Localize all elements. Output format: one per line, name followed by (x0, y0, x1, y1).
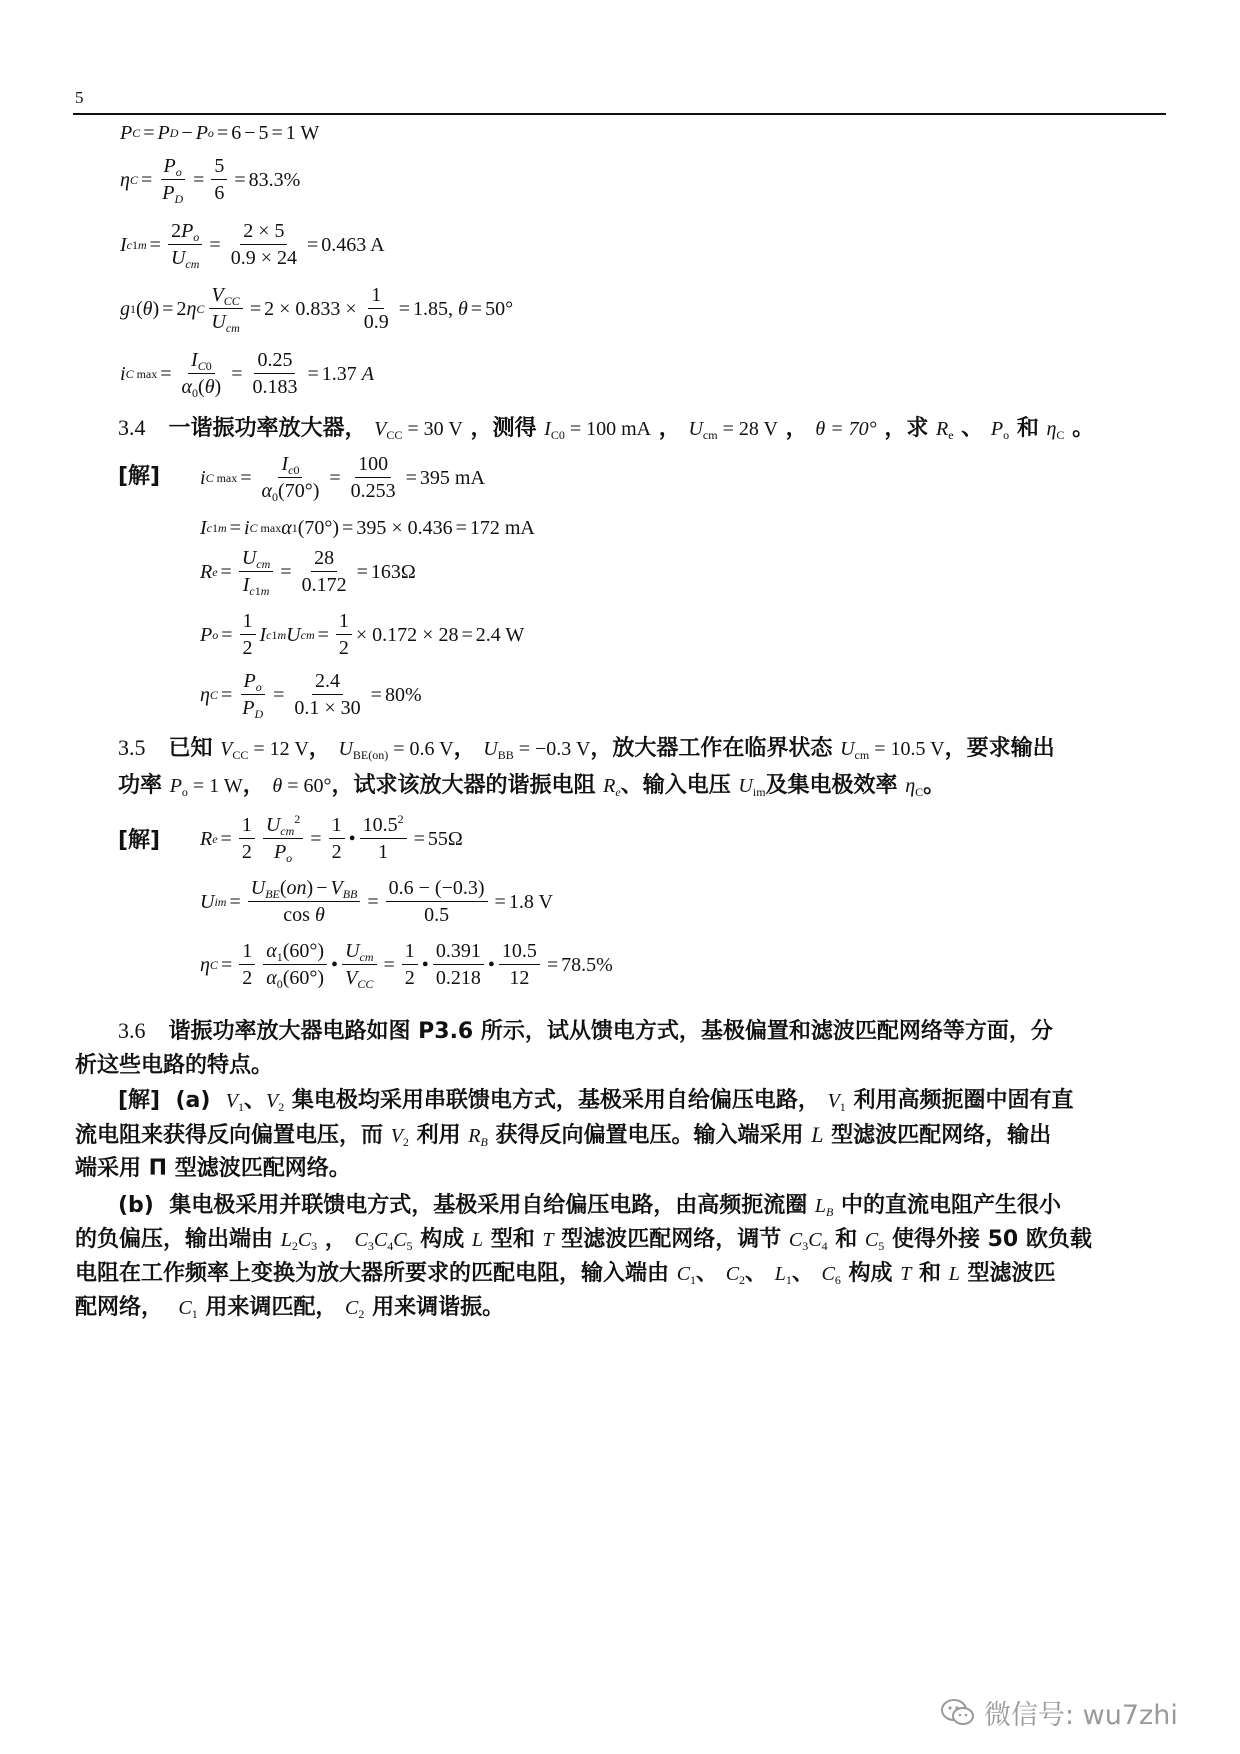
equation-collector-efficiency: η C = $\frac{P_o}{P_D}$ = $\frac{5}{6}$ = 83.3% (120, 155, 301, 206)
equation-re-3-5: R e = $\frac{1}{2}$ $\frac{U_{cm}^2}{P_o}$ = $\frac{1}{2}$ • $\frac{10.5^2}{1}$ = 55Ω (200, 812, 463, 865)
answer-b-line-1: (b) 集电极采用并联馈电方式，基极采用自给偏压电路，由高频扼流圈 $L_B$ 中的直流电阻产生很小 (118, 1193, 1062, 1219)
problem-3-4-statement: 3.4 一谐振功率放大器， $V_{CC} = 30$ V ，测得 $I_{C0} = 100$ mA ， $U_{cm} = 28$ V ， θ = 70° ，求 $R_e$ 、 $P_o$ 和 $\eta_C$ 。 (118, 415, 1095, 442)
problem-number: 3.5 (118, 735, 146, 760)
wechat-icon (940, 1698, 976, 1728)
equation-re: R e = $\frac{U_{cm}}{I_{c1m}}$ = $\frac{28}{0.172}$ = 163Ω (200, 547, 416, 598)
wechat-watermark (940, 1693, 1178, 1732)
equation-g1-theta: g 1 ( θ ) = 2 η C $\frac{V_{CC}}{U_{cm}}$ = 2 × 0.833 × $\frac{1}{0.9}$ = 1.85, θ = 50° (120, 284, 514, 335)
answer-a-line-3: 端采用 Π 型滤波匹配网络。 (75, 1156, 351, 1181)
answer-b-line-2: 的负偏压，输出端由 $L_2C_3$ ， $C_3C_4C_5$ 构成 L 型和 T 型滤波匹配网络，调节 $C_3C_4$ 和 $C_5$ 使得外接 50 欧负载 (75, 1227, 1092, 1253)
solution-label: [解] (118, 464, 161, 489)
solution-label: [解] (118, 828, 161, 853)
equation-eta-c-3-5: η C = $\frac{1}{2}$ $\frac{\alpha_1(60^\circ)}{\alpha_0(60^\circ)}$ • $\frac{U_{cm}}{V_{CC}}$ = $\frac{1}{2}$ • $\frac{0.391}{0.218}$ • $\frac{10.5}{12}$ = 78.5% (200, 940, 613, 991)
equation-collector-power: P C = P D − P o = 6 − 5 = 1 W (120, 122, 320, 144)
answer-b-line-3: 电阻在工作频率上变换为放大器所要求的匹配电阻，输入端由 $C_1$、 $C_2$、 $L_1$、 $C_6$ 构成 T 和 L 型滤波匹 (75, 1261, 1056, 1287)
problem-3-6-line-2: 析这些电路的特点。 (75, 1053, 274, 1078)
equation-uim: U im = $\frac{U_{BE}(on) - V_{BB}}{\text{cos θ}}$ = $\frac{0.6 - (-0.3)}{0.5}$ = 1.8 V (200, 877, 553, 926)
problem-3-6-line-1: 3.6 谐振功率放大器电路如图 P3.6 所示，试从馈电方式，基极偏置和滤波匹配网络等方面，分 (118, 1018, 1053, 1044)
watermark-text: 微信号: wu7zhi (984, 1700, 1178, 1731)
problem-number: 3.6 (118, 1018, 146, 1043)
equation-icmax-70: i C max = $\frac{I_{c0}}{\alpha_0(70^\circ)}$ = $\frac{100}{0.253}$ = 395 mA (200, 453, 485, 504)
equation-icmax: i C max = $\frac{I_{C0}}{\alpha_0(\theta)}$ = $\frac{0.25}{0.183}$ = 1.37 A (120, 349, 374, 400)
equation-ic1m-70: I c1m = i C max α 1 (70°) = 395 × 0.436 = 172 mA (200, 517, 535, 539)
page-number: 5 (75, 88, 84, 107)
problem-number: 3.4 (118, 415, 146, 440)
equation-ic1m: I c1m = $\frac{2P_o}{U_{cm}}$ = $\frac{2 \times 5}{0.9 \times 24}$ = 0.463 A (120, 220, 385, 271)
answer-a-line-2: 流电阻来获得反向偏置电压，而 $V_2$ 利用 $R_B$ 获得反向偏置电压。输入端采用 L 型滤波匹配网络，输出 (75, 1122, 1052, 1149)
equation-po: P o = $\frac{1}{2}$ I c1m U cm = $\frac{1}{2}$ × 0.172 × 28 = 2.4 W (200, 610, 525, 659)
equation-eta-c: η C = $\frac{P_o}{P_D}$ = $\frac{2.4}{0.1 \times 30}$ = 80% (200, 670, 422, 721)
header-rule (73, 113, 1166, 115)
problem-3-5-line-1: 3.5 已知 $V_{CC} = 12$ V， $U_{BE(on)} = 0.6$ V， $U_{BB} = -0.3$ V，放大器工作在临界状态 $U_{cm} = 10.5$ V，要求输出 (118, 735, 1055, 762)
answer-b-line-4: 配网络， $C_1$ 用来调匹配， $C_2$ 用来调谐振。 (75, 1295, 505, 1321)
problem-text: 一谐振功率放大器， (168, 416, 367, 441)
problem-3-5-line-2: 功率 $P_o = 1$ W， θ = 60°，试求该放大器的谐振电阻 $R_e$、输入电压 $U_{im}$及集电极效率 $\eta_C$。 (118, 773, 946, 799)
answer-a-line-1: [解] (a) $V_1$、$V_2$ 集电极均采用串联馈电方式，基极采用自给偏压电路， $V_1$ 利用高频扼圈中固有直 (118, 1088, 1074, 1114)
